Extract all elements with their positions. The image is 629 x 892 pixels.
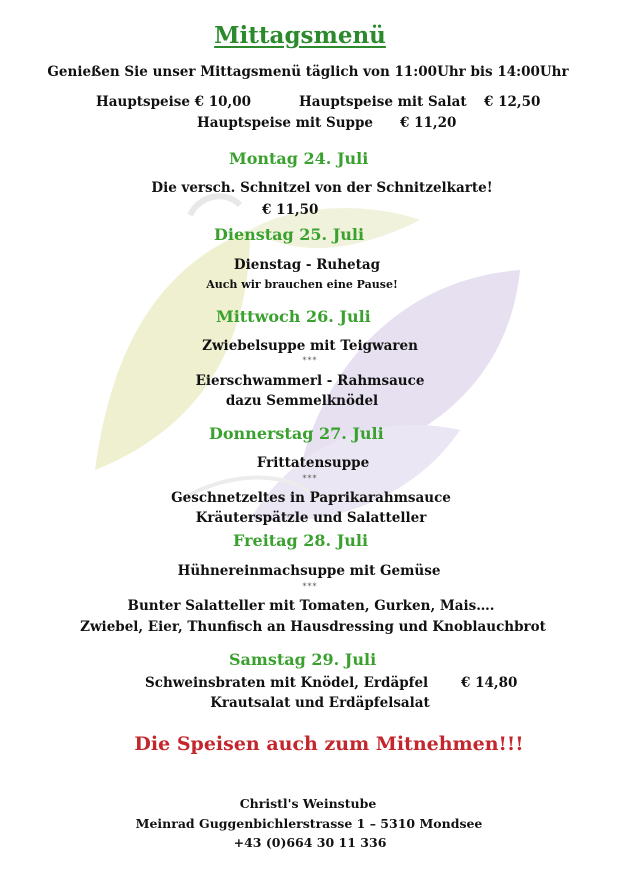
day-heading-monday: Montag 24. Juli (229, 149, 369, 168)
footer-phone: +43 (0)664 30 11 336 (233, 835, 387, 850)
saturday-main-1: Schweinsbraten mit Knödel, Erdäpfel (145, 675, 429, 691)
friday-soup: Hühnereinmachsuppe mit Gemüse (177, 563, 441, 579)
day-heading-thursday: Donnerstag 27. Juli (209, 424, 384, 443)
separator: *** (302, 582, 318, 591)
tuesday-note: Auch wir brauchen eine Pause! (206, 278, 398, 291)
footer-address: Meinrad Guggenbichlerstrasse 1 – 5310 Mondsee (135, 816, 483, 831)
monday-dish: Die versch. Schnitzel von der Schnitzelkarte! (151, 180, 493, 196)
price-main: Hauptspeise € 10,00 (96, 94, 252, 110)
thursday-main-1: Geschnetzeltes in Paprikarahmsauce (171, 490, 451, 506)
day-heading-wednesday: Mittwoch 26. Juli (216, 307, 371, 326)
friday-main-1: Bunter Salatteller mit Tomaten, Gurken, Mais…. (127, 598, 495, 614)
wednesday-main-2: dazu Semmelknödel (225, 393, 379, 409)
menu-intro: Genießen Sie unser Mittagsmenü täglich von 11:00Uhr bis 14:00Uhr (47, 64, 569, 80)
separator: *** (302, 356, 318, 365)
wednesday-soup: Zwiebelsuppe mit Teigwaren (202, 338, 418, 354)
footer-restaurant-name: Christl's Weinstube (239, 796, 377, 811)
monday-price: € 11,50 (262, 202, 319, 218)
tuesday-closed: Dienstag - Ruhetag (233, 257, 381, 273)
wednesday-main-1: Eierschwammerl - Rahmsauce (195, 373, 425, 389)
price-with-soup-label: Hauptspeise mit Suppe (197, 115, 374, 131)
takeaway-notice: Die Speisen auch zum Mitnehmen!!! (134, 733, 524, 755)
price-with-salad-value: € 12,50 (484, 94, 541, 110)
separator: *** (302, 474, 318, 483)
price-with-soup-value: € 11,20 (400, 115, 457, 131)
friday-main-2: Zwiebel, Eier, Thunfisch an Hausdressing und Knoblauchbrot (80, 619, 546, 635)
day-heading-friday: Freitag 28. Juli (233, 531, 369, 550)
price-with-salad-label: Hauptspeise mit Salat (299, 94, 467, 110)
menu-title: Mittagsmenü (214, 22, 386, 49)
saturday-price: € 14,80 (461, 675, 518, 691)
thursday-main-2: Kräuterspätzle und Salatteller (195, 510, 427, 526)
thursday-soup: Frittatensuppe (256, 455, 370, 471)
day-heading-saturday: Samstag 29. Juli (229, 650, 377, 669)
day-heading-tuesday: Dienstag 25. Juli (214, 225, 365, 244)
saturday-main-2: Krautsalat und Erdäpfelsalat (210, 695, 430, 711)
